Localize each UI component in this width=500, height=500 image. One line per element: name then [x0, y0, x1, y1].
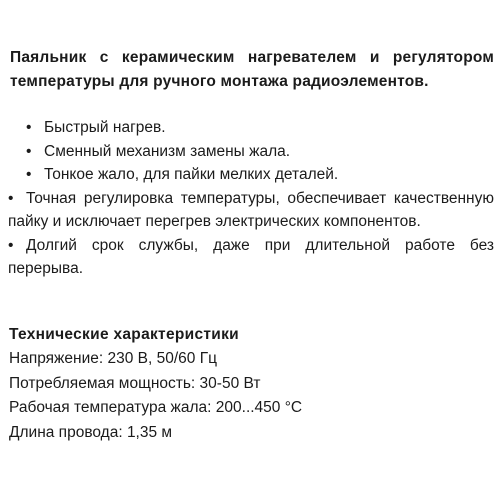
bullet-icon: •: [26, 119, 32, 136]
feature-text: Сменный механизм замены жала.: [44, 142, 291, 160]
feature-item: [8, 163, 494, 187]
feature-text: Быстрый нагрев.: [44, 119, 166, 136]
specs-list: [9, 347, 302, 445]
bullet-icon: •: [8, 236, 14, 254]
spec-item: Длина провода: 1,35 м: [9, 423, 173, 441]
spec-item: Потребляемая мощность: 30-50 Вт: [9, 374, 261, 392]
bullet-icon: •: [26, 142, 32, 160]
feature-text: Долгий срок службы, даже при длительной работе без перерыва.: [8, 236, 494, 277]
feature-item: [8, 140, 494, 164]
bullet-icon: •: [8, 189, 14, 207]
feature-item: [8, 187, 494, 234]
product-intro-text: Паяльник с керамическим нагревателем и регулятором температуры для ручного монтажа радиоэлементов.: [10, 49, 494, 90]
feature-text: Тонкое жало, для пайки мелких деталей.: [44, 166, 339, 183]
feature-item: [8, 234, 494, 281]
specs-heading: Технические характеристики: [9, 326, 239, 343]
bullet-icon: •: [26, 166, 32, 183]
spec-item: Рабочая температура жала: 200...450 °C: [9, 399, 303, 416]
feature-item: [8, 116, 494, 140]
feature-text: Точная регулировка температуры, обеспечивает качественную пайку и исключает перегрев электрических компонентов.: [8, 189, 494, 230]
spec-item: Напряжение: 230 В, 50/60 Гц: [9, 350, 217, 367]
feature-list: [8, 116, 494, 281]
